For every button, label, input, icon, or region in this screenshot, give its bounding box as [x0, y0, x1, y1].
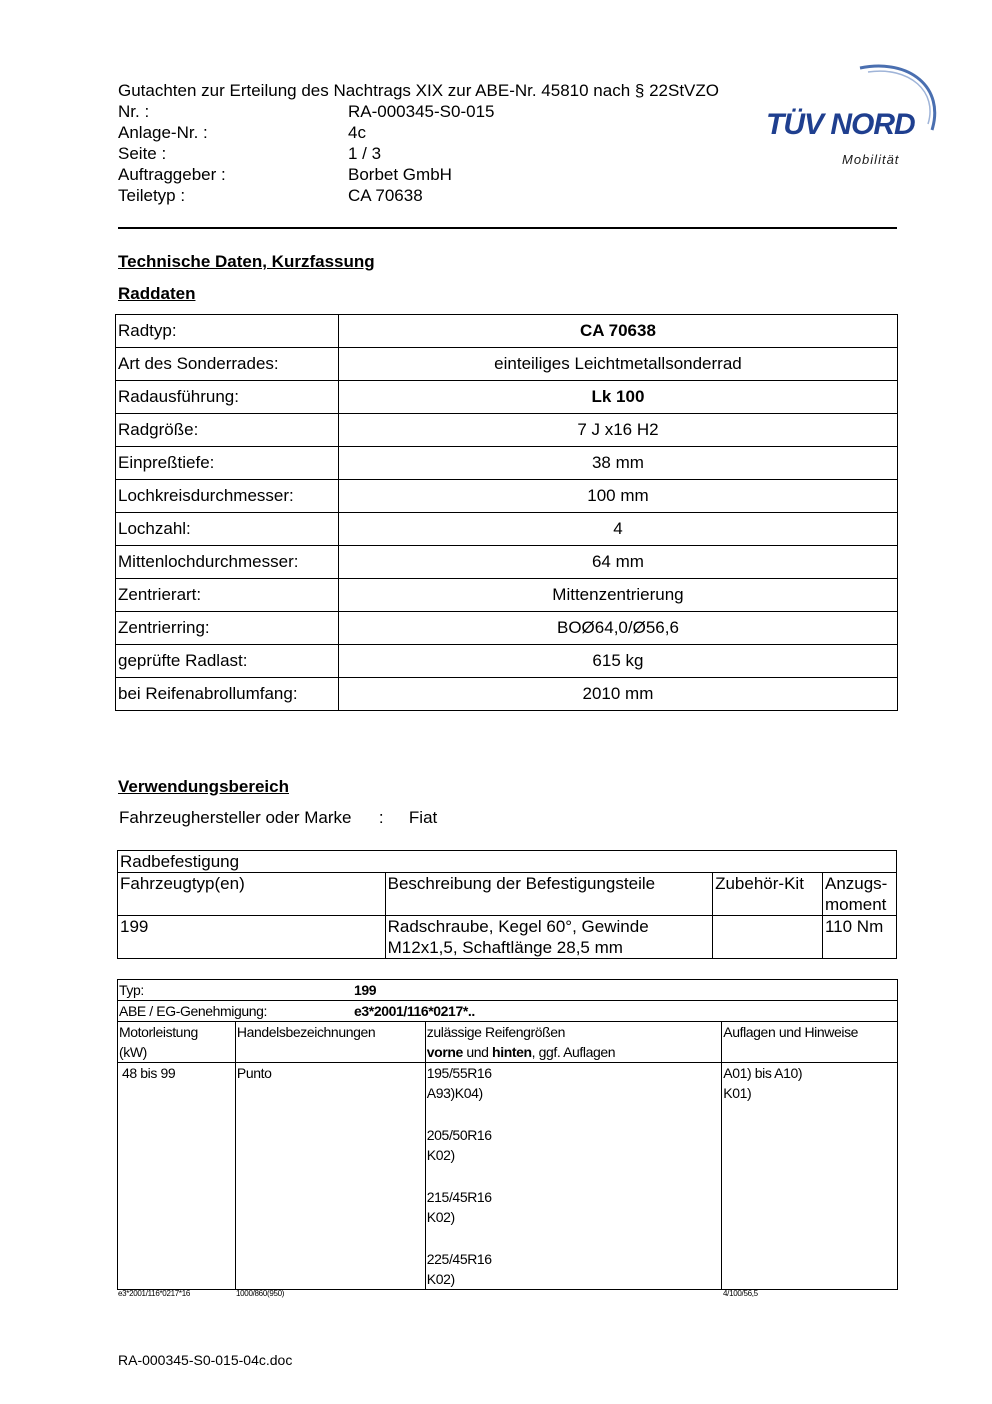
raddaten-value: Lk 100	[338, 381, 897, 414]
tire-entry	[427, 1187, 720, 1227]
raddaten-table	[115, 314, 898, 711]
tire-size: 195/55R16	[426, 1065, 492, 1081]
footnote-gewicht: 1000/860(950)	[236, 1289, 285, 1298]
zubehoer-value	[713, 916, 823, 959]
typ-label: Typ:	[119, 982, 144, 998]
tire-entry	[427, 1249, 720, 1289]
footnote-abe: e3*2001/116*0217*16	[118, 1289, 191, 1298]
hersteller-label: Fahrzeughersteller oder Marke	[119, 808, 352, 827]
footer-filename: RA-000345-S0-015-04c.doc	[118, 1352, 293, 1368]
fahrzeugtyp-value: 199	[118, 916, 386, 959]
header-row-seite	[118, 143, 778, 164]
raddaten-value: 7 J x16 H2	[338, 414, 897, 447]
hersteller-sep: :	[378, 808, 384, 827]
raddaten-row	[116, 678, 898, 711]
header-divider	[118, 227, 897, 229]
beschreibung-line: Radschraube, Kegel 60°, Gewinde	[387, 917, 649, 936]
raddaten-label: Einpreßtiefe:	[116, 447, 339, 480]
header-value: CA 70638	[348, 186, 423, 205]
beschreibung-line: M12x1,5, Schaftlänge 28,5 mm	[387, 938, 623, 957]
raddaten-label: geprüfte Radlast:	[116, 645, 339, 678]
raddaten-row	[116, 513, 898, 546]
radbefestigung-header-row	[118, 873, 897, 916]
raddaten-value: 4	[338, 513, 897, 546]
raddaten-label: Lochzahl:	[116, 513, 339, 546]
header-motorleistung	[118, 1022, 236, 1063]
raddaten-label: Zentrierart:	[116, 579, 339, 612]
header-reifengroessen	[425, 1022, 721, 1063]
header-fahrzeugtyp: Fahrzeugtyp(en)	[118, 873, 386, 916]
header-label: Seite :	[118, 144, 167, 163]
raddaten-row	[116, 447, 898, 480]
typ-cell	[118, 980, 898, 1001]
header-und: und	[462, 1044, 493, 1060]
raddaten-row	[116, 612, 898, 645]
reifengroessen-list	[425, 1063, 721, 1290]
tire-code: K02)	[426, 1147, 455, 1163]
raddaten-row	[116, 348, 898, 381]
radbefestigung-table	[117, 850, 897, 959]
header-beschreibung: Beschreibung der Befestigungsteile	[385, 873, 712, 916]
raddaten-label: Art des Sonderrades:	[116, 348, 339, 381]
hersteller-value: Fiat	[408, 808, 438, 827]
tire-code: K02)	[426, 1209, 455, 1225]
raddaten-row	[116, 381, 898, 414]
header-row-nr	[118, 101, 778, 122]
tire-code: A93)K04)	[426, 1085, 483, 1101]
raddaten-row	[116, 480, 898, 513]
hinweis-item: A01) bis A10)	[723, 1065, 803, 1081]
raddaten-row	[116, 315, 898, 348]
radbefestigung-title-row	[118, 851, 897, 873]
header-hinten: hinten	[492, 1044, 532, 1060]
typ-value: 199	[354, 982, 377, 998]
typ-data-row	[118, 1063, 898, 1290]
abe-value: e3*2001/116*0217*..	[354, 1003, 475, 1019]
raddaten-value: einteiliges Leichtmetallsonderrad	[338, 348, 897, 381]
tire-entry	[427, 1063, 720, 1103]
header-auflagen-suffix: , ggf. Auflagen	[531, 1044, 616, 1060]
raddaten-value: 38 mm	[338, 447, 897, 480]
raddaten-label: Zentrierring:	[116, 612, 339, 645]
raddaten-label: Lochkreisdurchmesser:	[116, 480, 339, 513]
tuev-nord-logo	[760, 58, 946, 170]
header-label: Auftraggeber :	[118, 165, 226, 184]
raddaten-value: CA 70638	[338, 315, 897, 348]
tire-size: 215/45R16	[426, 1189, 492, 1205]
header-value: Borbet GmbH	[348, 165, 452, 184]
raddaten-row	[116, 546, 898, 579]
header-value: RA-000345-S0-015	[348, 102, 495, 121]
radbefestigung-title: Radbefestigung	[118, 851, 897, 873]
typ-row	[118, 980, 898, 1001]
header-row-teiletyp	[118, 185, 778, 206]
header-label: Nr. :	[118, 102, 150, 121]
header-text	[427, 1042, 720, 1062]
logo-subtitle: Mobilität	[842, 152, 900, 167]
raddaten-body	[116, 315, 898, 711]
header-value: 4c	[348, 123, 366, 142]
header-anzugsmoment: Anzugs- moment	[822, 873, 896, 916]
header-label: Teiletyp :	[118, 186, 186, 205]
radbefestigung-data-row	[118, 916, 897, 959]
report-title: Gutachten zur Erteilung des Nachtrags XIX zur ABE-Nr. 45810 nach § 22StVZO	[118, 81, 719, 100]
anzugsmoment-value: 110 Nm	[822, 916, 896, 959]
abe-cell	[118, 1001, 898, 1022]
header-auflagen-hinweise: Auflagen und Hinweise	[722, 1022, 898, 1063]
raddaten-value: 615 kg	[338, 645, 897, 678]
document-header	[118, 80, 778, 206]
header-row-anlage	[118, 122, 778, 143]
raddaten-value: 64 mm	[338, 546, 897, 579]
raddaten-value: Mittenzentrierung	[338, 579, 897, 612]
raddaten-label: bei Reifenabrollumfang:	[116, 678, 339, 711]
hinweis-item: K01)	[723, 1085, 752, 1101]
motorleistung-value: 48 bis 99	[118, 1063, 236, 1290]
verwendung-heading: Verwendungsbereich	[118, 777, 289, 796]
typ-header-row	[118, 1022, 898, 1063]
verwendung-line	[119, 808, 437, 828]
typ-table	[117, 979, 898, 1290]
raddaten-label: Radgröße:	[116, 414, 339, 447]
hinweise-list	[722, 1063, 898, 1290]
abe-row	[118, 1001, 898, 1022]
header-label: Anlage-Nr. :	[118, 123, 208, 142]
abe-label: ABE / EG-Genehmigung:	[119, 1003, 268, 1019]
raddaten-row	[116, 645, 898, 678]
tire-code: K02)	[426, 1271, 455, 1287]
tire-size: 205/50R16	[426, 1127, 492, 1143]
raddaten-label: Mittenlochdurchmesser:	[116, 546, 339, 579]
raddaten-row	[116, 579, 898, 612]
tire-entry	[427, 1125, 720, 1165]
header-text: zulässige Reifengrößen	[426, 1024, 566, 1040]
header-text: Motorleistung	[119, 1024, 198, 1040]
raddaten-label: Radausführung:	[116, 381, 339, 414]
raddaten-value: BOØ64,0/Ø56,6	[338, 612, 897, 645]
header-zubehoer: Zubehör-Kit	[713, 873, 823, 916]
section-title: Technische Daten, Kurzfassung	[118, 252, 375, 271]
raddaten-row	[116, 414, 898, 447]
footnote-lochkreis: 4/100/56,5	[723, 1289, 758, 1298]
raddaten-value: 2010 mm	[338, 678, 897, 711]
header-vorne: vorne	[426, 1044, 463, 1060]
header-row-auftraggeber	[118, 164, 778, 185]
beschreibung-value	[385, 916, 712, 959]
raddaten-label: Radtyp:	[116, 315, 339, 348]
header-value: 1 / 3	[348, 144, 382, 163]
raddaten-heading: Raddaten	[118, 284, 196, 303]
handelsbezeichnung-value: Punto	[235, 1063, 425, 1290]
header-text: (kW)	[119, 1044, 147, 1060]
logo-brand: TÜV NORD	[766, 108, 915, 141]
raddaten-value: 100 mm	[338, 480, 897, 513]
tire-size: 225/45R16	[426, 1251, 492, 1267]
header-handelsbezeichnungen: Handelsbezeichnungen	[235, 1022, 425, 1063]
